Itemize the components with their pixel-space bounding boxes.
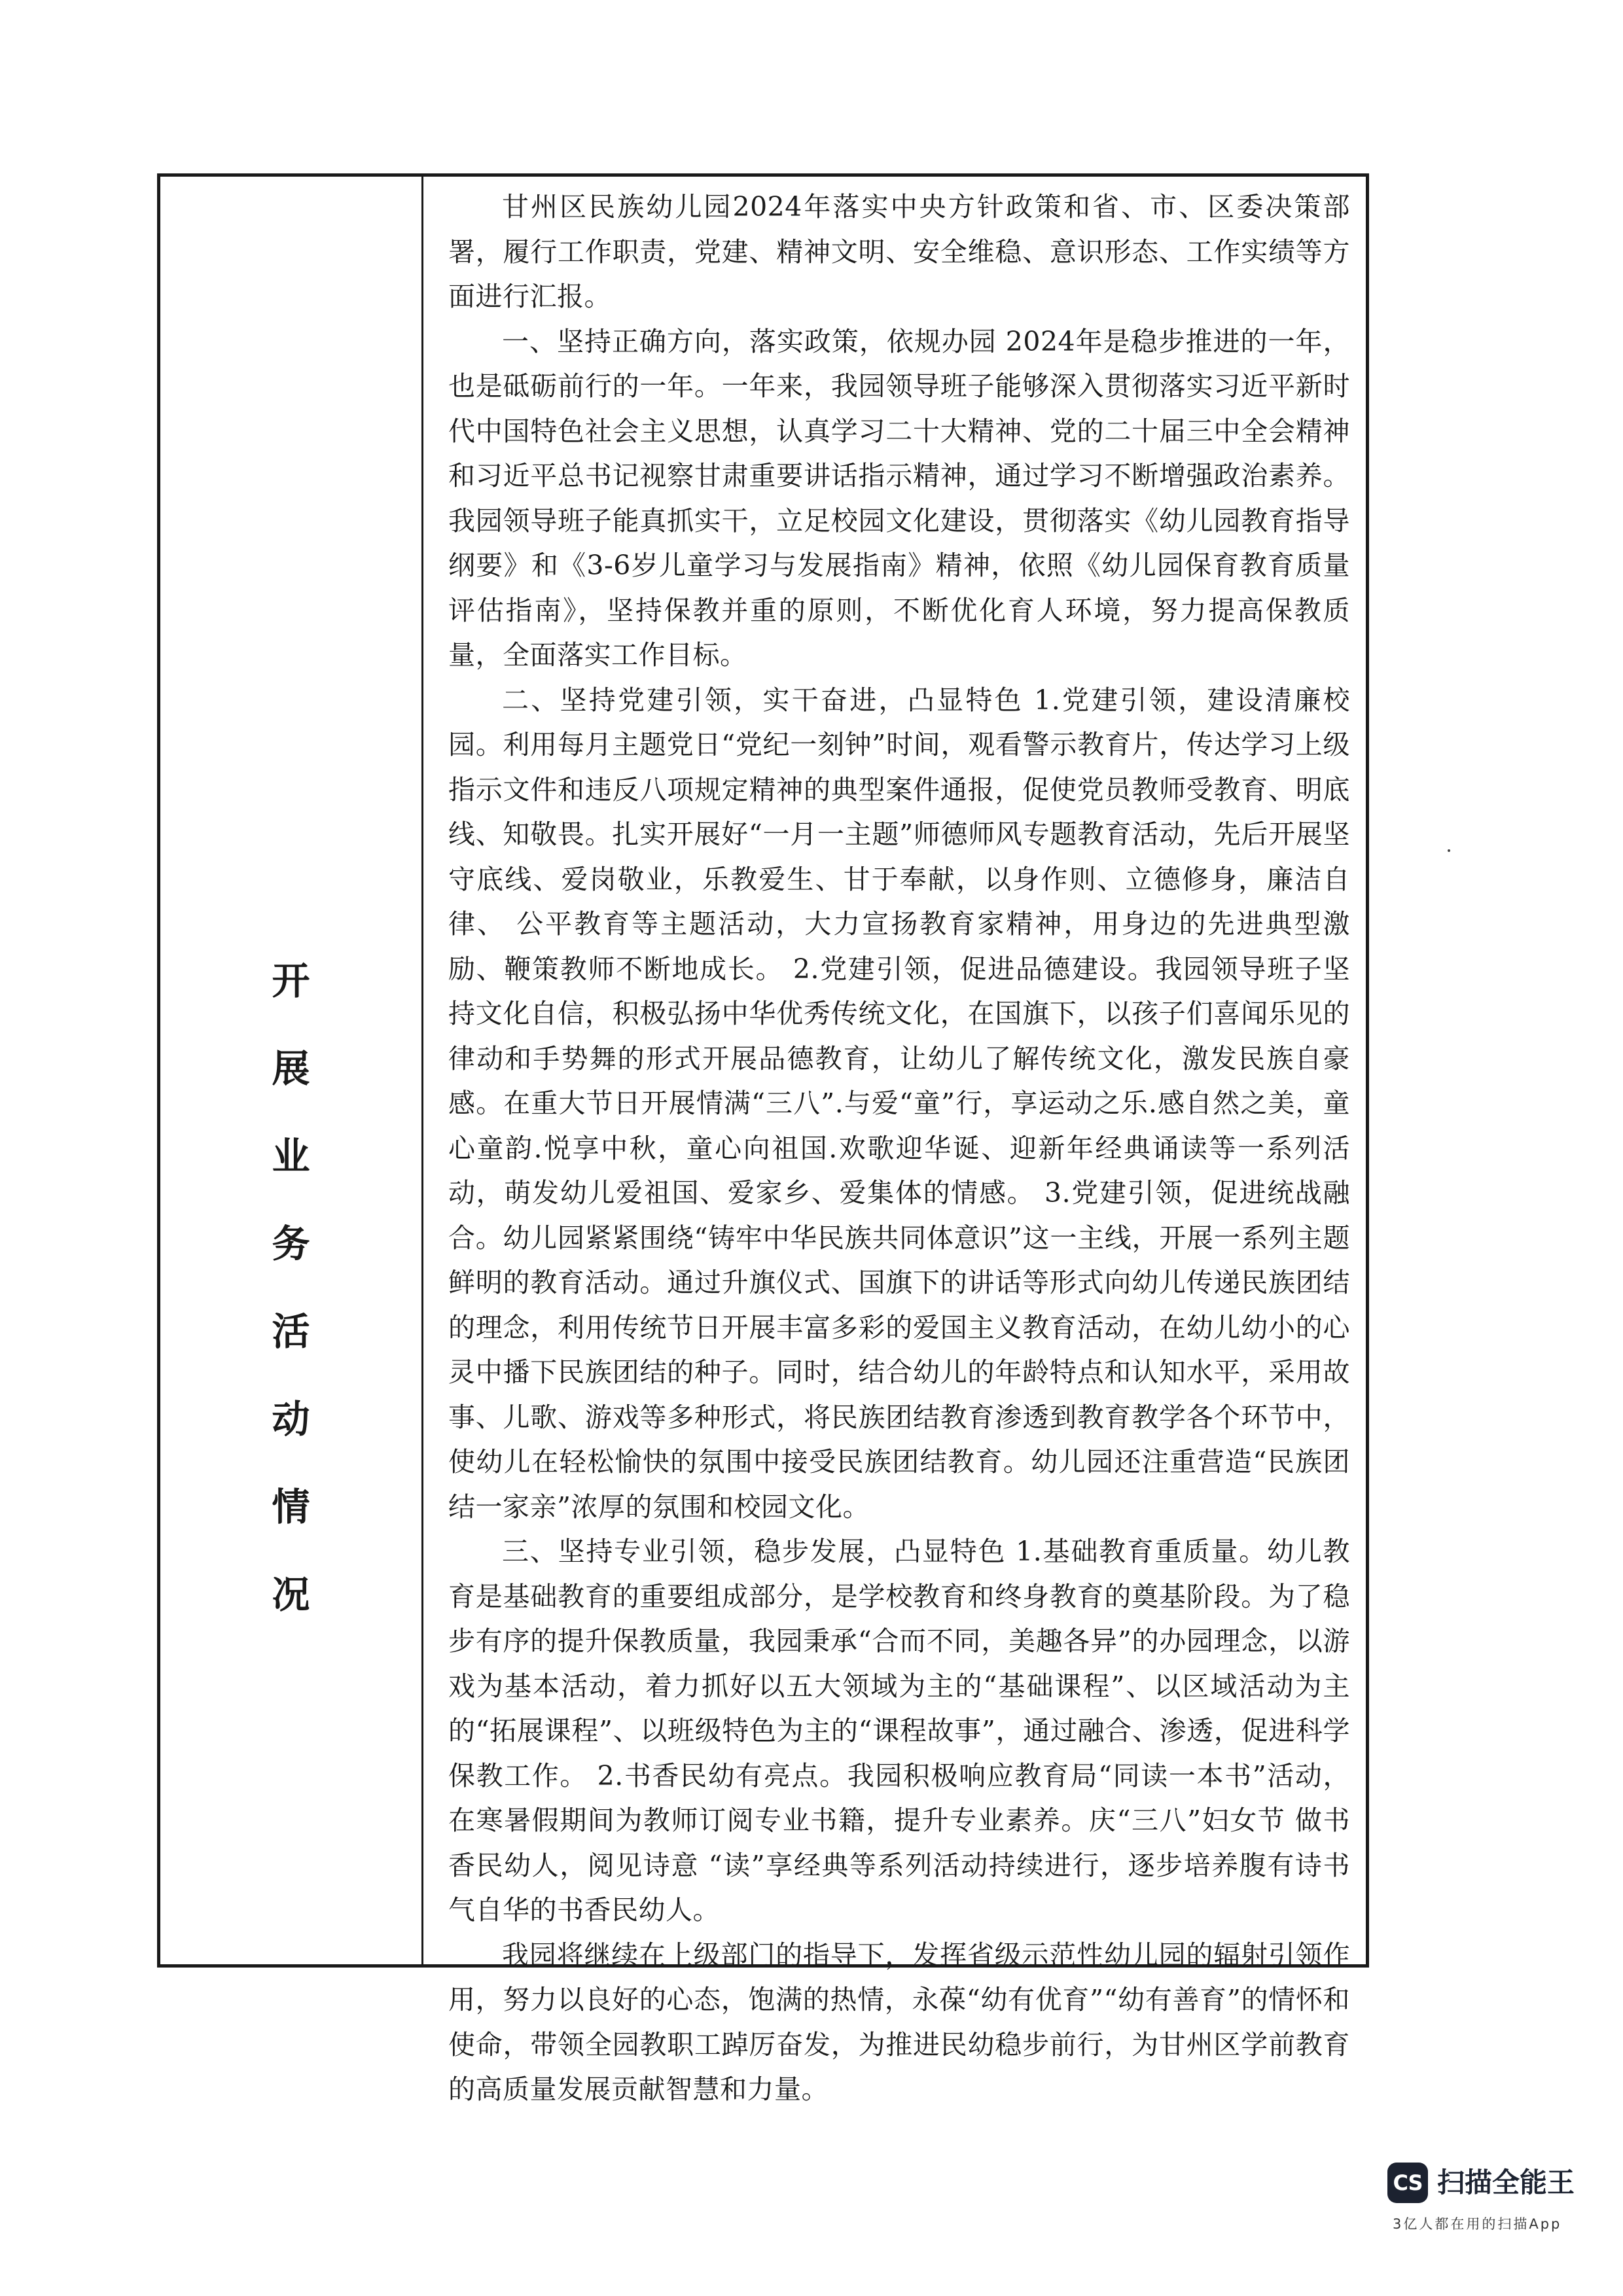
watermark-tagline: 3亿人都在用的扫描App [1393, 2216, 1562, 2232]
report-paragraph-section-2: 二、坚持党建引领，实干奋进，凸显特色 1.党建引领，建设清廉校园。利用每月主题党日“党纪一刻钟”时间，观看警示教育片，传达学习上级指示文件和违反八项规定精神的典型案件通报，促使党员教师受教育、明底线、知敬畏。扎实开展好“一月一主题”师德师风专题教育活动，先后开展坚守底线、爱岗敬业，乐教爱生、甘于奉献，以身作则、立德修身，廉洁自律、 公平教育等主题活动，大力宣扬教育家精神，用身边的先进典型激励、鞭策教师不断地成长。 2.党建引领，促进品德建设。我园领导班子坚持文化自信，积极弘扬中华优秀传统文化，在国旗下，以孩子们喜闻乐见的律动和手势舞的形式开展品德教育，让幼儿了解传统文化，激发民族自豪感。在重大节日开展情满“三八”.与爱“童”行，享运动之乐.感自然之美，童心童韵.悦享中秋，童心向祖国.欢歌迎华诞、迎新年经典诵读等一系列活动，萌发幼儿爱祖国、爱家乡、爱集体的情感。 3.党建引领，促进统战融合。幼儿园紧紧围绕“铸牢中华民族共同体意识”这一主线，开展一系列主题鲜明的教育活动。通过升旗仪式、国旗下的讲话等形式向幼儿传递民族团结的理念，利用传统节日开展丰富多彩的爱国主义教育活动，在幼儿幼小的心灵中播下民族团结的种子。同时，结合幼儿的年龄特点和认知水平，采用故事、儿歌、游戏等多种形式，将民族团结教育渗透到教育教学各个环节中，使幼儿在轻松愉快的氛围中接受民族团结教育。幼儿园还注重营造“民族团结一家亲”浓厚的氛围和校园文化。 [448, 684, 1350, 1523]
row-label [160, 937, 421, 1638]
scanner-watermark [1387, 2163, 1584, 2241]
row-label-char: 情 [272, 1485, 310, 1529]
report-paragraph-intro: 甘州区民族幼儿园2024年落实中央方针政策和省、市、区委决策部署，履行工作职责，党建、精神文明、安全维稳、意识形态、工作实绩等方面进行汇报。 [448, 191, 1350, 312]
report-paragraph-section-1: 一、坚持正确方向，落实政策，依规办园 2024年是稳步推进的一年，也是砥砺前行的一年。一年来，我园领导班子能够深入贯彻落实习近平新时代中国特色社会主义思想，认真学习二十大精神、党的二十届三中全会精神和习近平总书记视察甘肃重要讲话指示精神，通过学习不断增强政治素养。我园领导班子能真抓实干，立足校园文化建设，贯彻落实《幼儿园教育指导纲要》和《3-6岁儿童学习与发展指南》精神，依照《幼儿园保育教育质量评估指南》，坚持保教并重的原则，不断优化育人环境，努力提高保教质量，全面落实工作目标。 [448, 325, 1350, 671]
report-paragraph-section-3: 三、坚持专业引领，稳步发展，凸显特色 1.基础教育重质量。幼儿教育是基础教育的重要组成部分，是学校教育和终身教育的奠基阶段。为了稳步有序的提升保教质量，我园秉承“合而不同，美趣各异”的办园理念，以游戏为基本活动，着力抓好以五大领域为主的“基础课程”、以区域活动为主的“拓展课程”、以班级特色为主的“课程故事”，通过融合、渗透，促进科学保教工作。 2.书香民幼有亮点。我园积极响应教育局“同读一本书”活动，在寒暑假期间为教师订阅专业书籍，提升专业素养。庆“三八”妇女节 做书香民幼人，阅见诗意 “读”享经典等系列活动持续进行，逐步培养腹有诗书气自华的书香民幼人。 [448, 1536, 1350, 1926]
scan-speck [1448, 849, 1450, 852]
report-content-cell [423, 177, 1366, 2105]
row-label-char: 业 [272, 1134, 310, 1178]
row-label-cell [160, 177, 423, 1964]
row-label-char: 务 [272, 1222, 310, 1266]
report-table [157, 173, 1369, 2105]
row-label-char: 动 [272, 1397, 310, 1441]
report-paragraph-conclusion: 我园将继续在上级部门的指导下，发挥省级示范性幼儿园的辐射引领作用，努力以良好的心态，饱满的热情，永葆“幼有优育”“幼有善育”的情怀和使命，带领全园教职工踔厉奋发，为推进民幼稳步前行，为甘州区学前教育的高质量发展贡献智慧和力量。 [448, 1939, 1350, 2105]
watermark-app-name: 扫描全能王 [1437, 2166, 1575, 2199]
camscanner-logo-icon: CS [1387, 2163, 1428, 2203]
row-label-char: 活 [272, 1309, 310, 1354]
row-label-char: 开 [272, 959, 310, 1003]
row-label-char: 况 [272, 1572, 310, 1617]
row-label-char: 展 [272, 1046, 310, 1091]
